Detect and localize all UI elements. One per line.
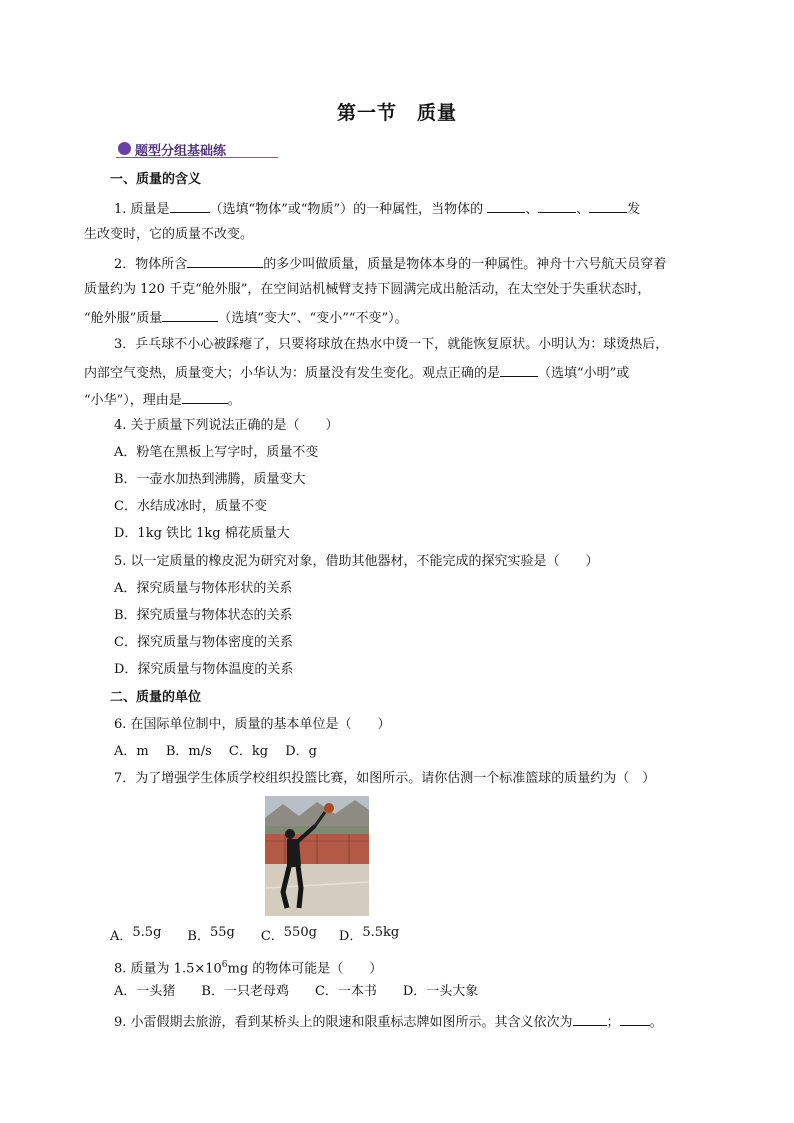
question-1-line-1: 1. 质量是 （选填“物体”或“物质”）的一种属性，当物体的 、 、 发 <box>114 202 641 217</box>
section-banner <box>116 140 278 158</box>
section-heading-2: 二、质量的单位 <box>110 690 202 705</box>
blank <box>538 200 576 213</box>
question-6-options: A．m B．m/s C．kg D．g <box>114 744 317 759</box>
question-1-line-2: 生改变时，它的质量不改变。 <box>84 227 254 242</box>
blank <box>182 391 228 404</box>
question-4-option-d: D．1kg 铁比 1kg 棉花质量大 <box>114 526 290 541</box>
question-4-option-a: A．粉笔在黑板上写字时，质量不变 <box>114 445 319 460</box>
question-8-stem: 8. 质量为 $1.5\times 10^6mg$ 的物体可能是（ ） <box>114 960 383 977</box>
question-7-stem: 7．为了增强学生体质学校组织投篮比赛，如图所示。请你估测一个标准篮球的质量约为（ ） <box>114 771 656 786</box>
question-9-stem: 9. 小雷假期去旅游，看到某桥头上的限速和限重标志牌如图所示。其含义依次为 ； 。 <box>114 1015 663 1030</box>
question-8-options: A．一头猪 B．一只老母鸡 C．一本书 D．一头大象 <box>114 984 479 999</box>
question-7-options: A．5.5g B．55g C．550g D．5.5kg <box>110 925 400 944</box>
page-title: 第一节 质量 <box>336 102 457 124</box>
blank <box>170 200 210 213</box>
blank <box>187 255 263 268</box>
blank <box>500 364 538 377</box>
bullet-dot-icon <box>118 142 131 155</box>
question-3-line-1: 3．乒乓球不小心被踩瘪了，只要将球放在热水中烫一下，就能恢复原状。小明认为：球烫热后， <box>114 337 669 352</box>
question-5-option-b: B．探究质量与物体状态的关系 <box>114 608 293 623</box>
question-6-stem: 6. 在国际单位制中，质量的基本单位是（ ） <box>114 717 391 732</box>
blank <box>573 1013 607 1026</box>
section-heading-1: 一、质量的含义 <box>110 172 202 187</box>
question-4-stem: 4. 关于质量下列说法正确的是（ ） <box>114 418 339 433</box>
question-2-line-1: 2．物体所含 的多少叫做质量，质量是物体本身的一种属性。神舟十六号航天员穿着 <box>114 257 667 272</box>
question-5-option-a: A．探究质量与物体形状的关系 <box>114 581 293 596</box>
blank <box>162 309 218 322</box>
blank <box>620 1013 650 1026</box>
question-4-option-c: C．水结成冰时，质量不变 <box>114 499 267 514</box>
question-2-line-2: 质量约为 120 千克“舱外服”，在空间站机械臂支持下圆满完成出舱活动，在太空处于失重状态时， <box>84 282 651 297</box>
question-5-option-c: C．探究质量与物体密度的关系 <box>114 635 293 650</box>
question-3-line-2: 内部空气变热，质量变大；小华认为：质量没有发生变化。观点正确的是 （选填“小明”或 <box>84 366 630 381</box>
question-2-line-3: “舱外服”质量 （选填“变大”、“变小”“不变”）。 <box>84 311 408 326</box>
question-5-stem: 5. 以一定质量的橡皮泥为研究对象，借助其他器材，不能完成的探究实验是（ ） <box>114 554 599 569</box>
banner-label: 题型分组基础练 <box>135 144 227 159</box>
blank <box>589 200 627 213</box>
basketball-shot-photo <box>265 796 369 916</box>
question-5-option-d: D．探究质量与物体温度的关系 <box>114 662 294 677</box>
blank <box>487 200 525 213</box>
question-3-line-3: “小华”），理由是 。 <box>84 393 241 408</box>
question-4-option-b: B．一壶水加热到沸腾，质量变大 <box>114 472 306 487</box>
